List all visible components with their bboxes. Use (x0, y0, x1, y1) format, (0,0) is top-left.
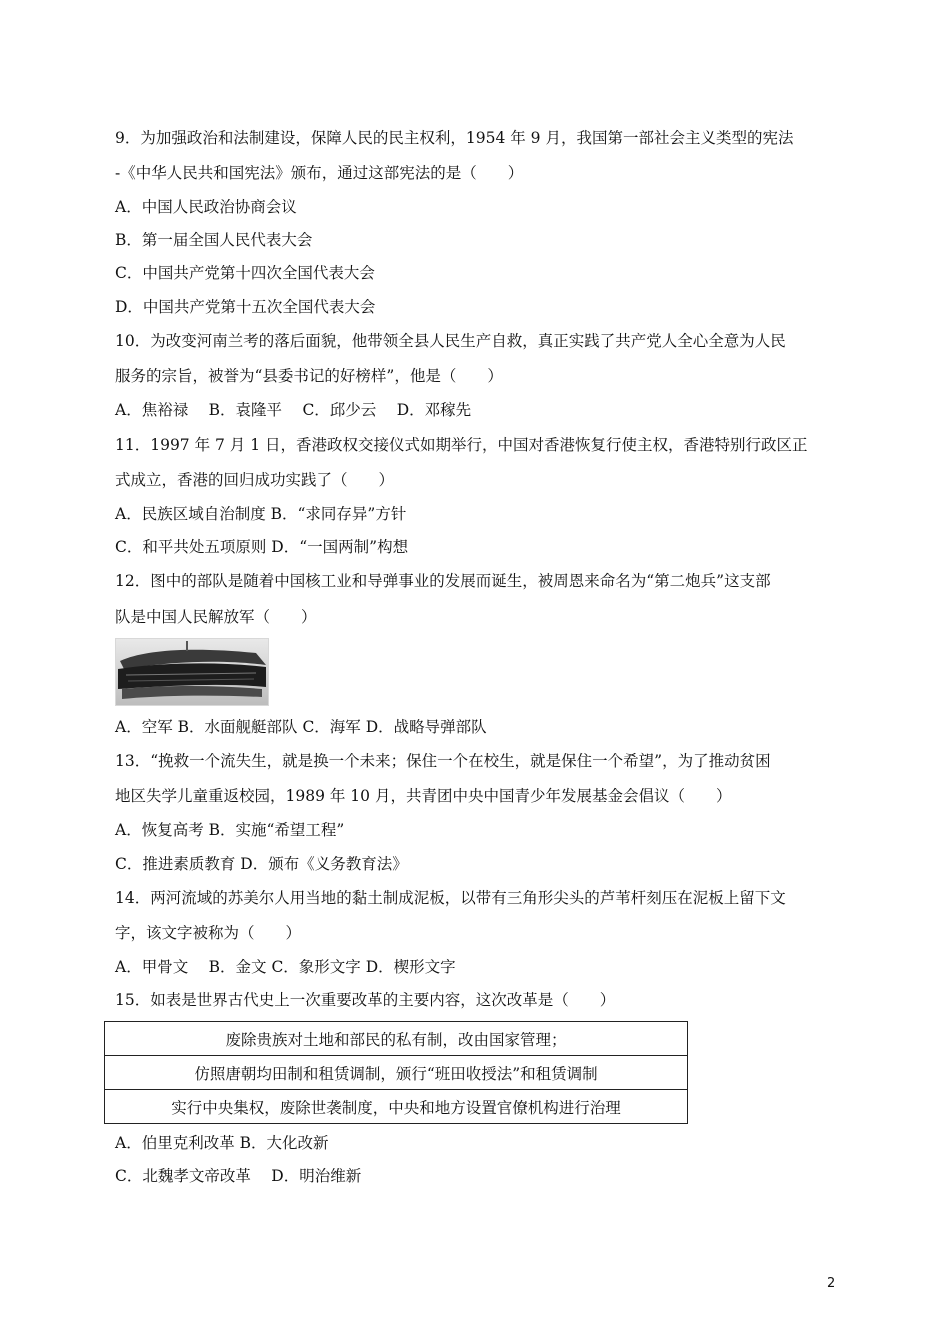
q10-options: A．焦裕禄 B．袁隆平 C．邱少云 D．邓稼先 (115, 401, 472, 419)
q12-stem-line2: 队是中国人民解放军（ ） (115, 608, 317, 626)
q13-stem-line1: 13．“挽救一个流失生，就是换一个未来；保住一个在校生，就是保住一个希望”，为了推动贫困 (115, 752, 771, 770)
q12-options: A．空军 B．水面舰艇部队 C．海军 D．战略导弹部队 (115, 718, 487, 736)
q11-options-cd: C．和平共处五项原则 D．“一国两制”构想 (115, 538, 409, 556)
table-row (105, 1022, 688, 1056)
q13-stem-line2: 地区失学儿童重返校园，1989 年 10 月，共青团中央中国青少年发展基金会倡议（ ） (115, 787, 732, 805)
q11-options-ab: A．民族区域自治制度 B．“求同存异”方针 (115, 505, 407, 523)
table-cell: 废除贵族对土地和部民的私有制，改由国家管理； (105, 1022, 688, 1056)
q12-stem-line1: 12．图中的部队是随着中国核工业和导弹事业的发展而诞生，被周恩来命名为“第二炮兵”这支部 (115, 572, 771, 590)
reform-content-table (104, 1021, 688, 1124)
q15-stem: 15．如表是世界古代史上一次重要改革的主要内容，这次改革是（ ） (115, 991, 616, 1009)
q14-stem-line1: 14．两河流域的苏美尔人用当地的黏土制成泥板，以带有三角形尖头的芦苇杆刻压在泥板上留下文 (115, 889, 786, 907)
q9-stem-line2: -《中华人民共和国宪法》颁布，通过这部宪法的是（ ） (115, 164, 524, 182)
table-cell: 仿照唐朝均田制和租赁调制，颁行“班田收授法”和租赁调制 (105, 1056, 688, 1090)
table-row (105, 1090, 688, 1124)
q11-stem-line1: 11．1997 年 7 月 1 日，香港政权交接仪式如期举行，中国对香港恢复行使主权，香港特别行政区正 (115, 436, 808, 454)
q14-options: A．甲骨文 B．金文 C．象形文字 D．楔形文字 (115, 958, 456, 976)
q9-stem-line1: 9．为加强政治和法制建设，保障人民的民主权利，1954 年 9 月，我国第一部社会主义类型的宪法 (115, 129, 794, 147)
q10-stem-line1: 10．为改变河南兰考的落后面貌，他带领全县人民生产自救，真正实践了共产党人全心全意为人民 (115, 332, 786, 350)
q9-option-a: A．中国人民政治协商会议 (115, 198, 297, 216)
table-row (105, 1056, 688, 1090)
q10-stem-line2: 服务的宗旨，被誉为“县委书记的好榜样”，他是（ ） (115, 367, 503, 385)
q11-stem-line2: 式成立，香港的回归成功实践了（ ） (115, 471, 395, 489)
q9-option-d: D．中国共产党第十五次全国代表大会 (115, 298, 376, 316)
page-number: 2 (827, 1276, 836, 1291)
q13-options-cd: C．推进素质教育 D．颁布《义务教育法》 (115, 855, 408, 873)
q15-options-ab: A．伯里克利改革 B．大化改新 (115, 1134, 329, 1152)
missile-troops-photo (115, 638, 269, 706)
q13-options-ab: A．恢复高考 B．实施“希望工程” (115, 821, 345, 839)
table-cell: 实行中央集权，废除世袭制度，中央和地方设置官僚机构进行治理 (105, 1090, 688, 1124)
q9-option-b: B．第一届全国人民代表大会 (115, 231, 313, 249)
q14-stem-line2: 字，该文字被称为（ ） (115, 924, 302, 942)
q9-option-c: C．中国共产党第十四次全国代表大会 (115, 264, 375, 282)
q15-options-cd: C．北魏孝文帝改革 D．明治维新 (115, 1167, 362, 1185)
